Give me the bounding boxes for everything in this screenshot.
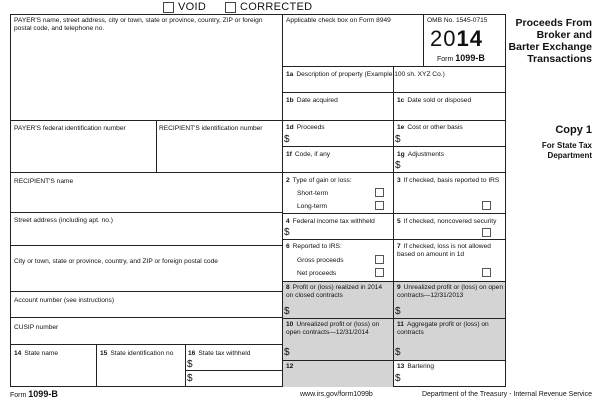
recipient-street-label: Street address (including apt. no.) (14, 217, 113, 224)
box-1e-dollar: $ (395, 134, 401, 145)
box-2-long-term-label: Long-term (297, 203, 328, 210)
recipient-name-field[interactable] (12, 188, 280, 210)
box-6-net-checkbox[interactable] (375, 268, 384, 277)
form-8949-checkbox-label: Applicable check box on Form 8949 (286, 17, 391, 24)
divider-h-r9 (282, 360, 506, 361)
divider-h-l4 (10, 245, 282, 246)
box-9-dollar: $ (395, 306, 401, 317)
cusip-label: CUSIP number (14, 324, 59, 331)
corrected-checkbox[interactable] (225, 2, 236, 13)
box-11-dollar: $ (395, 347, 401, 358)
account-number-label: Account number (see instructions) (14, 297, 115, 304)
box-2-label: 2 Type of gain or loss: (286, 177, 352, 184)
box-9-label: 9 Unrealized profit or (loss) on open contracts—12/31/2013 (397, 284, 503, 299)
box-1f-label: 1f Code, if any (286, 151, 331, 158)
box-7-label: 7 If checked, loss is not allowed based on amount in 1d (397, 243, 491, 258)
divider-v-main (282, 14, 283, 387)
tax-year-suffix: 14 (456, 26, 483, 51)
footer-form-id: Form 1099-B (10, 389, 58, 399)
header-form-id: Form 1099-B (437, 53, 485, 63)
recipient-street-field[interactable] (12, 226, 280, 243)
box-1a-label: 1a Description of property (Example 100 sh. XYZ Co.) (286, 71, 445, 78)
box-1g-label: 1g Adjustments (397, 151, 444, 158)
divider-v-payer-recipient (156, 120, 157, 172)
box-2-short-term-label: Short-term (297, 190, 329, 197)
divider-v-state-15 (96, 344, 97, 387)
divider-v-state-16 (185, 344, 186, 387)
divider-h-r1 (282, 92, 506, 93)
box-3-label: 3 If checked, basis reported to IRS (397, 177, 500, 184)
void-label: VOID (178, 1, 207, 13)
box-8-dollar: $ (284, 306, 290, 317)
divider-h-r6 (282, 239, 506, 240)
footer-department: Department of the Treasury - Internal Revenue Service (421, 391, 592, 398)
recipient-id-field[interactable] (158, 134, 280, 170)
recipient-name-label: RECIPIENT'S name (14, 178, 74, 185)
recipient-id-label: RECIPIENT'S identification number (159, 125, 263, 132)
box-3-checkbox[interactable] (482, 201, 491, 210)
box-1a-field[interactable] (284, 80, 504, 91)
omb-number: OMB No. 1545-0715 (427, 17, 488, 24)
divider-h-r3 (282, 146, 506, 147)
box-13-field[interactable] (403, 372, 505, 386)
box-16-field[interactable] (195, 360, 281, 386)
box-11-label: 11 Aggregate profit or (loss) on contracts (397, 321, 489, 336)
corrected-label: CORRECTED (240, 1, 313, 13)
copy-subtitle-line-1: For State Tax (541, 141, 592, 150)
box-4-dollar: $ (284, 227, 290, 238)
form-8949-field[interactable] (284, 27, 422, 65)
payer-fid-field[interactable] (12, 134, 154, 170)
footer-url: www.irs.gov/form1099b (300, 391, 373, 398)
box-1g-dollar: $ (395, 160, 401, 171)
box-15-label: 15 State identification no (100, 350, 174, 357)
box-1d-dollar: $ (284, 134, 290, 145)
box-6-net-label: Net proceeds (297, 270, 337, 277)
box-10-dollar: $ (284, 347, 290, 358)
payer-fid-label: PAYER'S federal identification number (14, 125, 126, 132)
tax-year (430, 27, 483, 51)
copy-subtitle-line-2: Department (547, 151, 592, 160)
box-7-checkbox[interactable] (482, 268, 491, 277)
form-title-line-3: Barter Exchange (508, 41, 592, 53)
box-6-gross-label: Gross proceeds (297, 257, 344, 264)
divider-h-l1 (10, 120, 282, 121)
box-14-label: 14 State name (14, 350, 59, 357)
box-16-label: 16 State tax withheld (188, 350, 251, 357)
box-2-long-term-checkbox[interactable] (375, 201, 384, 210)
divider-h-r7 (282, 281, 506, 282)
box-5-checkbox[interactable] (482, 228, 491, 237)
divider-h-l5 (10, 291, 282, 292)
box-16-dollar-1: $ (187, 359, 193, 370)
box-8-field[interactable] (292, 305, 392, 317)
divider-h-l7 (10, 344, 282, 345)
box-1f-field[interactable] (284, 160, 392, 171)
divider-h-l3 (10, 212, 282, 213)
box-1c-field[interactable] (395, 106, 505, 119)
divider-h-r5 (282, 213, 506, 214)
divider-h-l2 (10, 172, 282, 173)
box-1d-field[interactable] (292, 133, 392, 145)
copy-subtitle (507, 141, 592, 161)
payer-name-field[interactable] (12, 34, 280, 118)
box-11-field[interactable] (403, 346, 505, 359)
box-4-label: 4 Federal income tax withheld (286, 218, 375, 225)
cusip-field[interactable] (12, 333, 280, 343)
box-10-field[interactable] (292, 346, 392, 359)
copy-title: Copy 1 (555, 124, 592, 136)
box-10-label: 10 Unrealized profit or (loss) on open contracts—12/31/2014 (286, 321, 380, 336)
divider-h-r2 (282, 120, 506, 121)
box-1g-field[interactable] (403, 160, 505, 171)
form-title-line-2: Broker and (536, 29, 592, 41)
void-checkbox[interactable] (163, 2, 174, 13)
divider-v-right (393, 66, 394, 387)
box-1b-field[interactable] (284, 106, 392, 119)
divider-h-l6 (10, 317, 282, 318)
box-13-label: 13 Bartering (397, 363, 435, 370)
tax-year-prefix: 20 (430, 26, 457, 51)
recipient-city-field[interactable] (12, 268, 280, 289)
box-6-label: 6 Reported to IRS: (286, 243, 342, 250)
box-1d-label: 1d Proceeds (286, 124, 325, 131)
box-8-label: 8 Profit or (loss) realized in 2014 on closed contracts (286, 284, 383, 299)
account-number-field[interactable] (12, 306, 280, 316)
box-5-label: 5 If checked, noncovered security (397, 218, 497, 225)
box-12-label: 12 (286, 363, 294, 370)
divider-h-r0 (282, 66, 506, 67)
box-6-gross-checkbox[interactable] (375, 255, 384, 264)
form-title-line-4: Transactions (527, 53, 592, 65)
shade-box-12 (283, 360, 393, 387)
form-title (507, 17, 592, 65)
recipient-city-label: City or town, state or province, country, and ZIP or foreign postal code (14, 258, 218, 265)
divider-v-header (423, 14, 424, 66)
box-1b-label: 1b Date acquired (286, 97, 338, 104)
form-title-line-1: Proceeds From (515, 17, 592, 29)
payer-name-label: PAYER'S name, street address, city or town, state or province, country, ZIP or foreign postal code, and telephone no. (14, 17, 263, 32)
box-1e-label: 1e Cost or other basis (397, 124, 463, 131)
box-1e-field[interactable] (403, 133, 505, 145)
box-16-dollar-2: $ (187, 373, 193, 384)
box-2-short-term-checkbox[interactable] (375, 188, 384, 197)
box-15-field[interactable] (98, 360, 184, 386)
box-13-dollar: $ (395, 373, 401, 384)
divider-h-r4 (282, 172, 506, 173)
divider-h-r8 (282, 318, 506, 319)
box-9-field[interactable] (403, 305, 505, 317)
box-14-field[interactable] (12, 360, 95, 386)
box-4-field[interactable] (292, 227, 392, 238)
box-1c-label: 1c Date sold or disposed (397, 97, 472, 104)
